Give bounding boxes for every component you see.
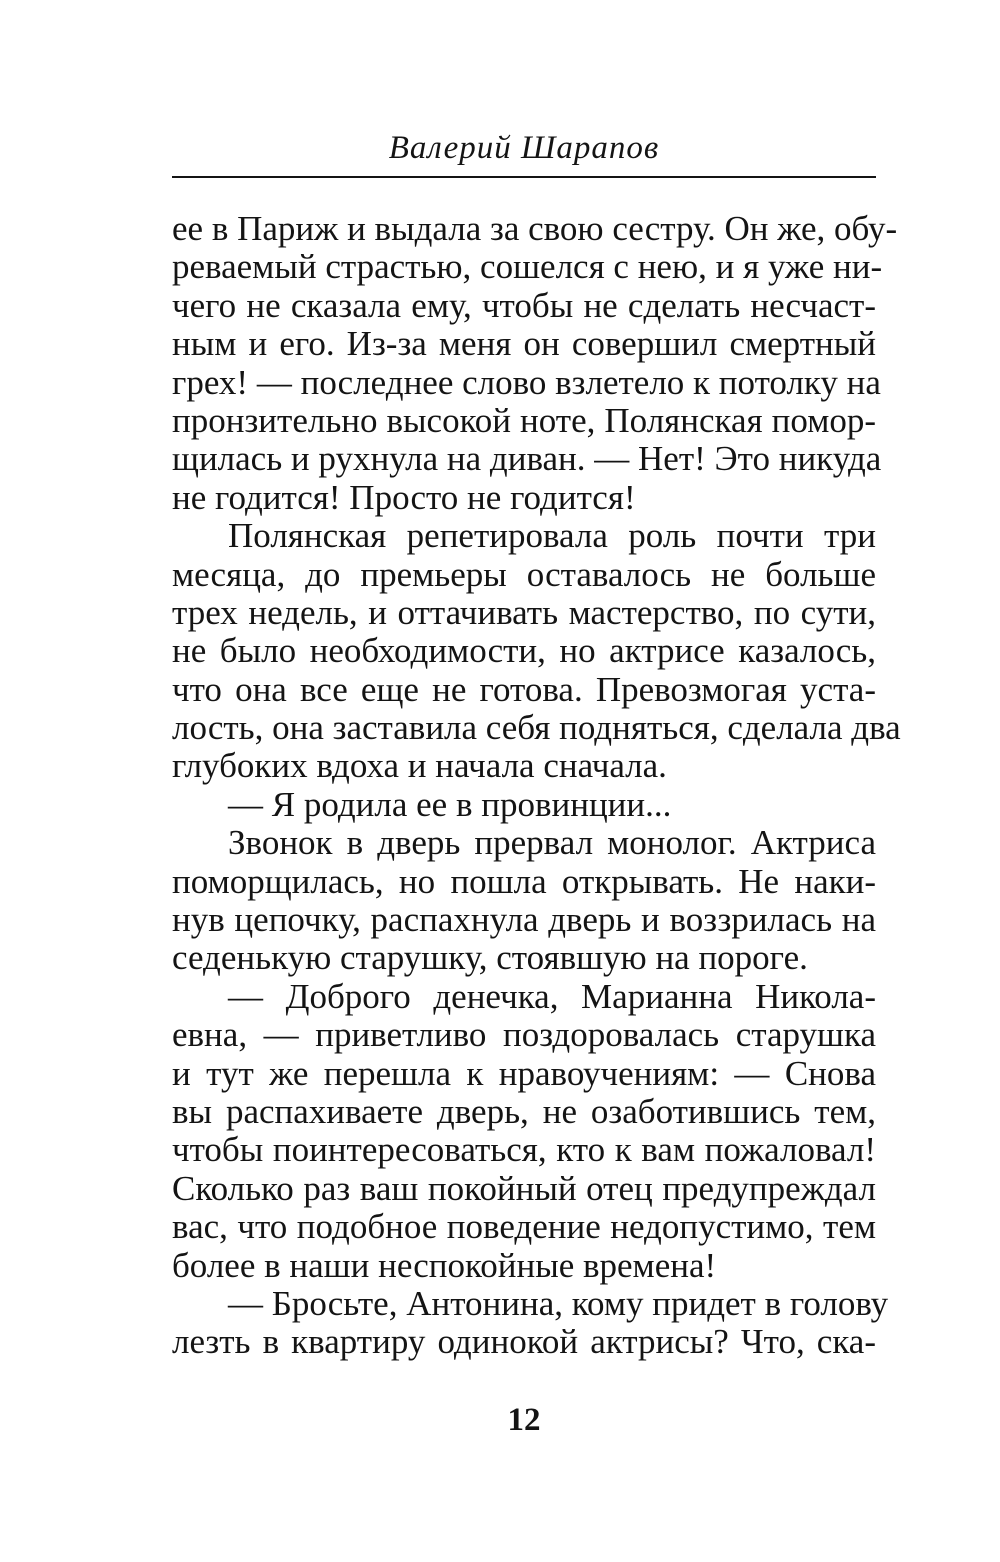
text-line: — Я родила ее в провинции... — [228, 784, 672, 824]
text-line: — Бросьте, Антонина, кому придет в голову — [228, 1283, 889, 1323]
text-line: нув цепочку, распахнула дверь и воззрилась на — [172, 900, 876, 940]
text-line: грех! — последнее слово взлетело к потолку на — [172, 362, 881, 402]
text-line: Звонок в дверь прервал монолог. Актриса — [228, 823, 876, 863]
text-line: чего не сказала ему, чтобы не сделать несчаст- — [172, 285, 876, 325]
text-line: лезть в квартиру одинокой актрисы? Что, ска- — [172, 1322, 876, 1362]
text-line: и тут же перешла к нравоучениям: — Снова — [172, 1053, 876, 1093]
text-line: не годится! Просто не годится! — [172, 477, 636, 517]
text-line: седенькую старушку, стоявшую на пороге. — [172, 938, 808, 978]
body-text — [172, 209, 901, 1362]
text-line: глубоких вдоха и начала сначала. — [172, 746, 667, 786]
text-line: вас, что подобное поведение недопустимо, тем — [172, 1207, 876, 1247]
running-head: Валерий Шарапов — [388, 130, 660, 166]
text-line: трех недель, и оттачивать мастерство, по сути, — [172, 592, 876, 632]
text-line: евна, — приветливо поздоровалась старушка — [172, 1015, 876, 1055]
text-line: чтобы поинтересоваться, кто к вам пожаловал! — [172, 1130, 876, 1170]
text-line: вы распахиваете дверь, не озаботившись тем, — [172, 1091, 876, 1131]
text-line: лость, она заставила себя подняться, сделала два — [172, 708, 901, 748]
text-line: поморщилась, но пошла открывать. Не наки- — [172, 861, 876, 901]
text-line: что она все еще не готова. Превозмогая уста- — [172, 669, 876, 709]
text-line: ным и его. Из-за меня он совершил смертный — [172, 324, 876, 364]
text-line: ее в Париж и выдала за свою сестру. Он же, обу- — [172, 209, 898, 248]
text-line: месяца, до премьеры оставалось не больше — [172, 554, 876, 594]
text-line: более в наши неспокойные времена! — [172, 1245, 717, 1285]
text-line: щилась и рухнула на диван. — Нет! Это никуда — [172, 439, 882, 479]
text-line: Сколько раз ваш покойный отец предупреждал — [172, 1168, 876, 1208]
text-line: — Доброго денечка, Марианна Николa- — [228, 976, 876, 1016]
header-divider — [172, 176, 876, 178]
page-number: 12 — [507, 1402, 541, 1438]
text-line: реваемый страстью, сошелся с нею, и я уже ни- — [172, 247, 883, 287]
text-line: Полянская репетировала роль почти три — [228, 516, 876, 556]
text-line: пронзительно высокой ноте, Полянская помор- — [172, 400, 876, 440]
text-line: не было необходимости, но актрисе казалось, — [172, 631, 876, 671]
